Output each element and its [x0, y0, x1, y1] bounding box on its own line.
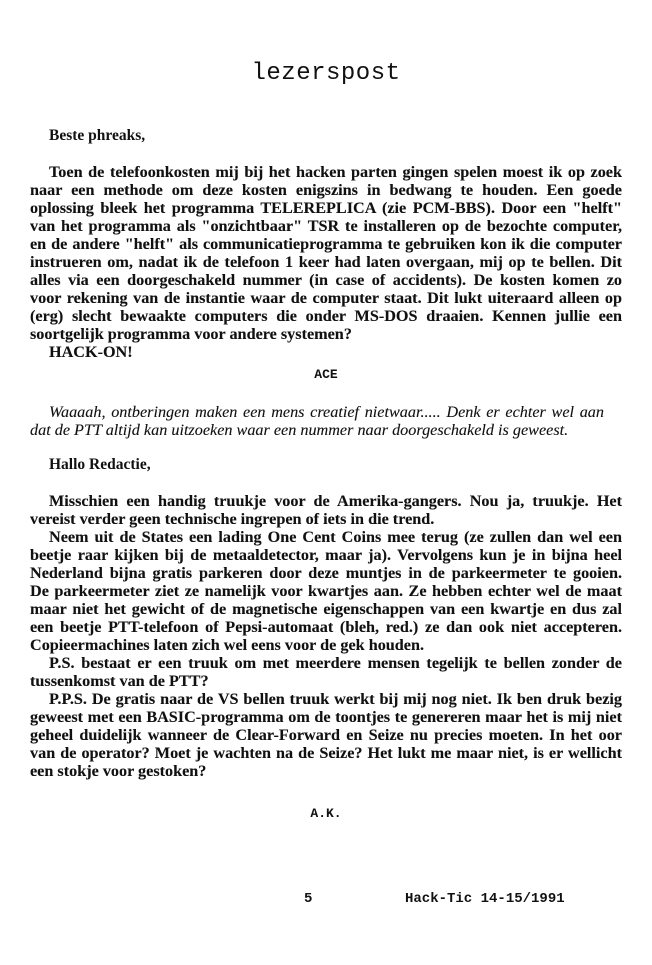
letter2-line: geheel duidelijk wanneer de Clear-Forward en Seize nu precies moeten. In het oor: [30, 726, 622, 744]
letter1-line: van het programma als "onzichtbaar" TSR te installeren op de bezochte computer,: [30, 217, 622, 235]
letter1-line: Toen de telefoonkosten mij bij het hacken parten gingen spelen moest ik op zoek: [49, 163, 622, 181]
letter1-line: oplossing bleek het programma TELEREPLICA (zie PCM-BBS). Door een "helft": [30, 199, 622, 217]
letter1-signature: ACE: [314, 367, 338, 382]
letter2-salutation: Hallo Redactie,: [49, 456, 151, 473]
editor-reply: [30, 403, 622, 439]
letter1-line: alles via een doorgeschakeld nummer (in case of accidents). De kosten komen zo: [30, 271, 622, 289]
letter1-line: soortgelijk programma voor andere systemen?: [30, 325, 352, 343]
letter1-line: (erg) slecht bewaakte computers die onder MS-DOS draaien. Kennen jullie een: [30, 307, 622, 325]
letter2-line: een beetje PTT-telefoon of Pepsi-automaat (bleh, red.) ze dan ook niet accepteren.: [30, 618, 622, 636]
letter2-line: Neem uit de States een lading One Cent Coins mee terug (ze zullen dan wel een: [49, 528, 622, 546]
letter2-line: geweest met een BASIC-programma om de toontjes te genereren maar het is mij niet: [30, 708, 622, 726]
letter2-line: tussenkomst van de PTT?: [30, 672, 209, 690]
letter1-line: instrueren om, nadat ik de telefoon 1 keer had laten overgaan, mij op te bellen. Dit: [30, 253, 622, 271]
letter1-line: naar een methode om deze kosten enigszins in bedwang te houden. Een goede: [30, 181, 622, 199]
letter1-line: HACK-ON!: [49, 343, 133, 361]
letter2-line: Misschien een handig truukje voor de Amerika-gangers. Nou ja, truukje. Het: [49, 492, 622, 510]
letter2-line: De parkeermeter ziet ze namelijk voor kwartjes aan. Ze hebben echter wel de maat: [30, 582, 622, 600]
page-title: lezerspost: [251, 60, 401, 87]
letter1-body: [30, 163, 622, 361]
letter1-line: en de andere "helft" als communicatieprogramma te gebruiken kon ik die computer: [30, 235, 622, 253]
letter2-line: een stokje voor gestoken?: [30, 762, 207, 780]
letter1-line: voor rekening van de instantie waar de computer staat. Dit lukt uiteraard alleen op: [30, 289, 622, 307]
letter2-line: P.P.S. De gratis naar de VS bellen truuk werkt bij mij nog niet. Ik ben druk bezig: [49, 690, 622, 708]
letter1-salutation: Beste phreaks,: [49, 127, 146, 144]
publication-issue: Hack-Tic 14-15/1991: [405, 891, 565, 907]
letter2-line: vereist verder geen technische ingrepen of iets in die trend.: [30, 510, 435, 528]
page-number: 5: [304, 891, 313, 907]
reply-line: Waaaah, ontberingen maken een mens creatief nietwaar..... Denk er echter wel aan: [49, 403, 604, 421]
letter2-line: P.S. bestaat er een truuk om met meerdere mensen tegelijk te bellen zonder de: [49, 654, 622, 672]
letter2-line: beetje raar kijken bij de metaaldetector, maar ja). Vervolgens kun je in bijna heel: [30, 546, 622, 564]
letter2-line: Copieermachines laten zich wel eens voor de gek houden.: [30, 636, 425, 654]
letter2-line: Nederland bijna gratis parkeren door deze muntjes in de parkeermeter te gooien.: [30, 564, 622, 582]
letter2-body: [30, 492, 622, 780]
letter2-signature: A.K.: [310, 806, 342, 821]
letter2-line: van de operator? Moet je wachten na de Seize? Het lukt me maar niet, is er wellicht: [30, 744, 622, 762]
reply-line: dat de PTT altijd kan uitzoeken waar een nummer naar doorgeschakeld is geweest.: [30, 421, 569, 439]
letter2-line: maar niet het gewicht of de magnetische eigenschappen van een kwartje en dus zal: [30, 600, 622, 618]
